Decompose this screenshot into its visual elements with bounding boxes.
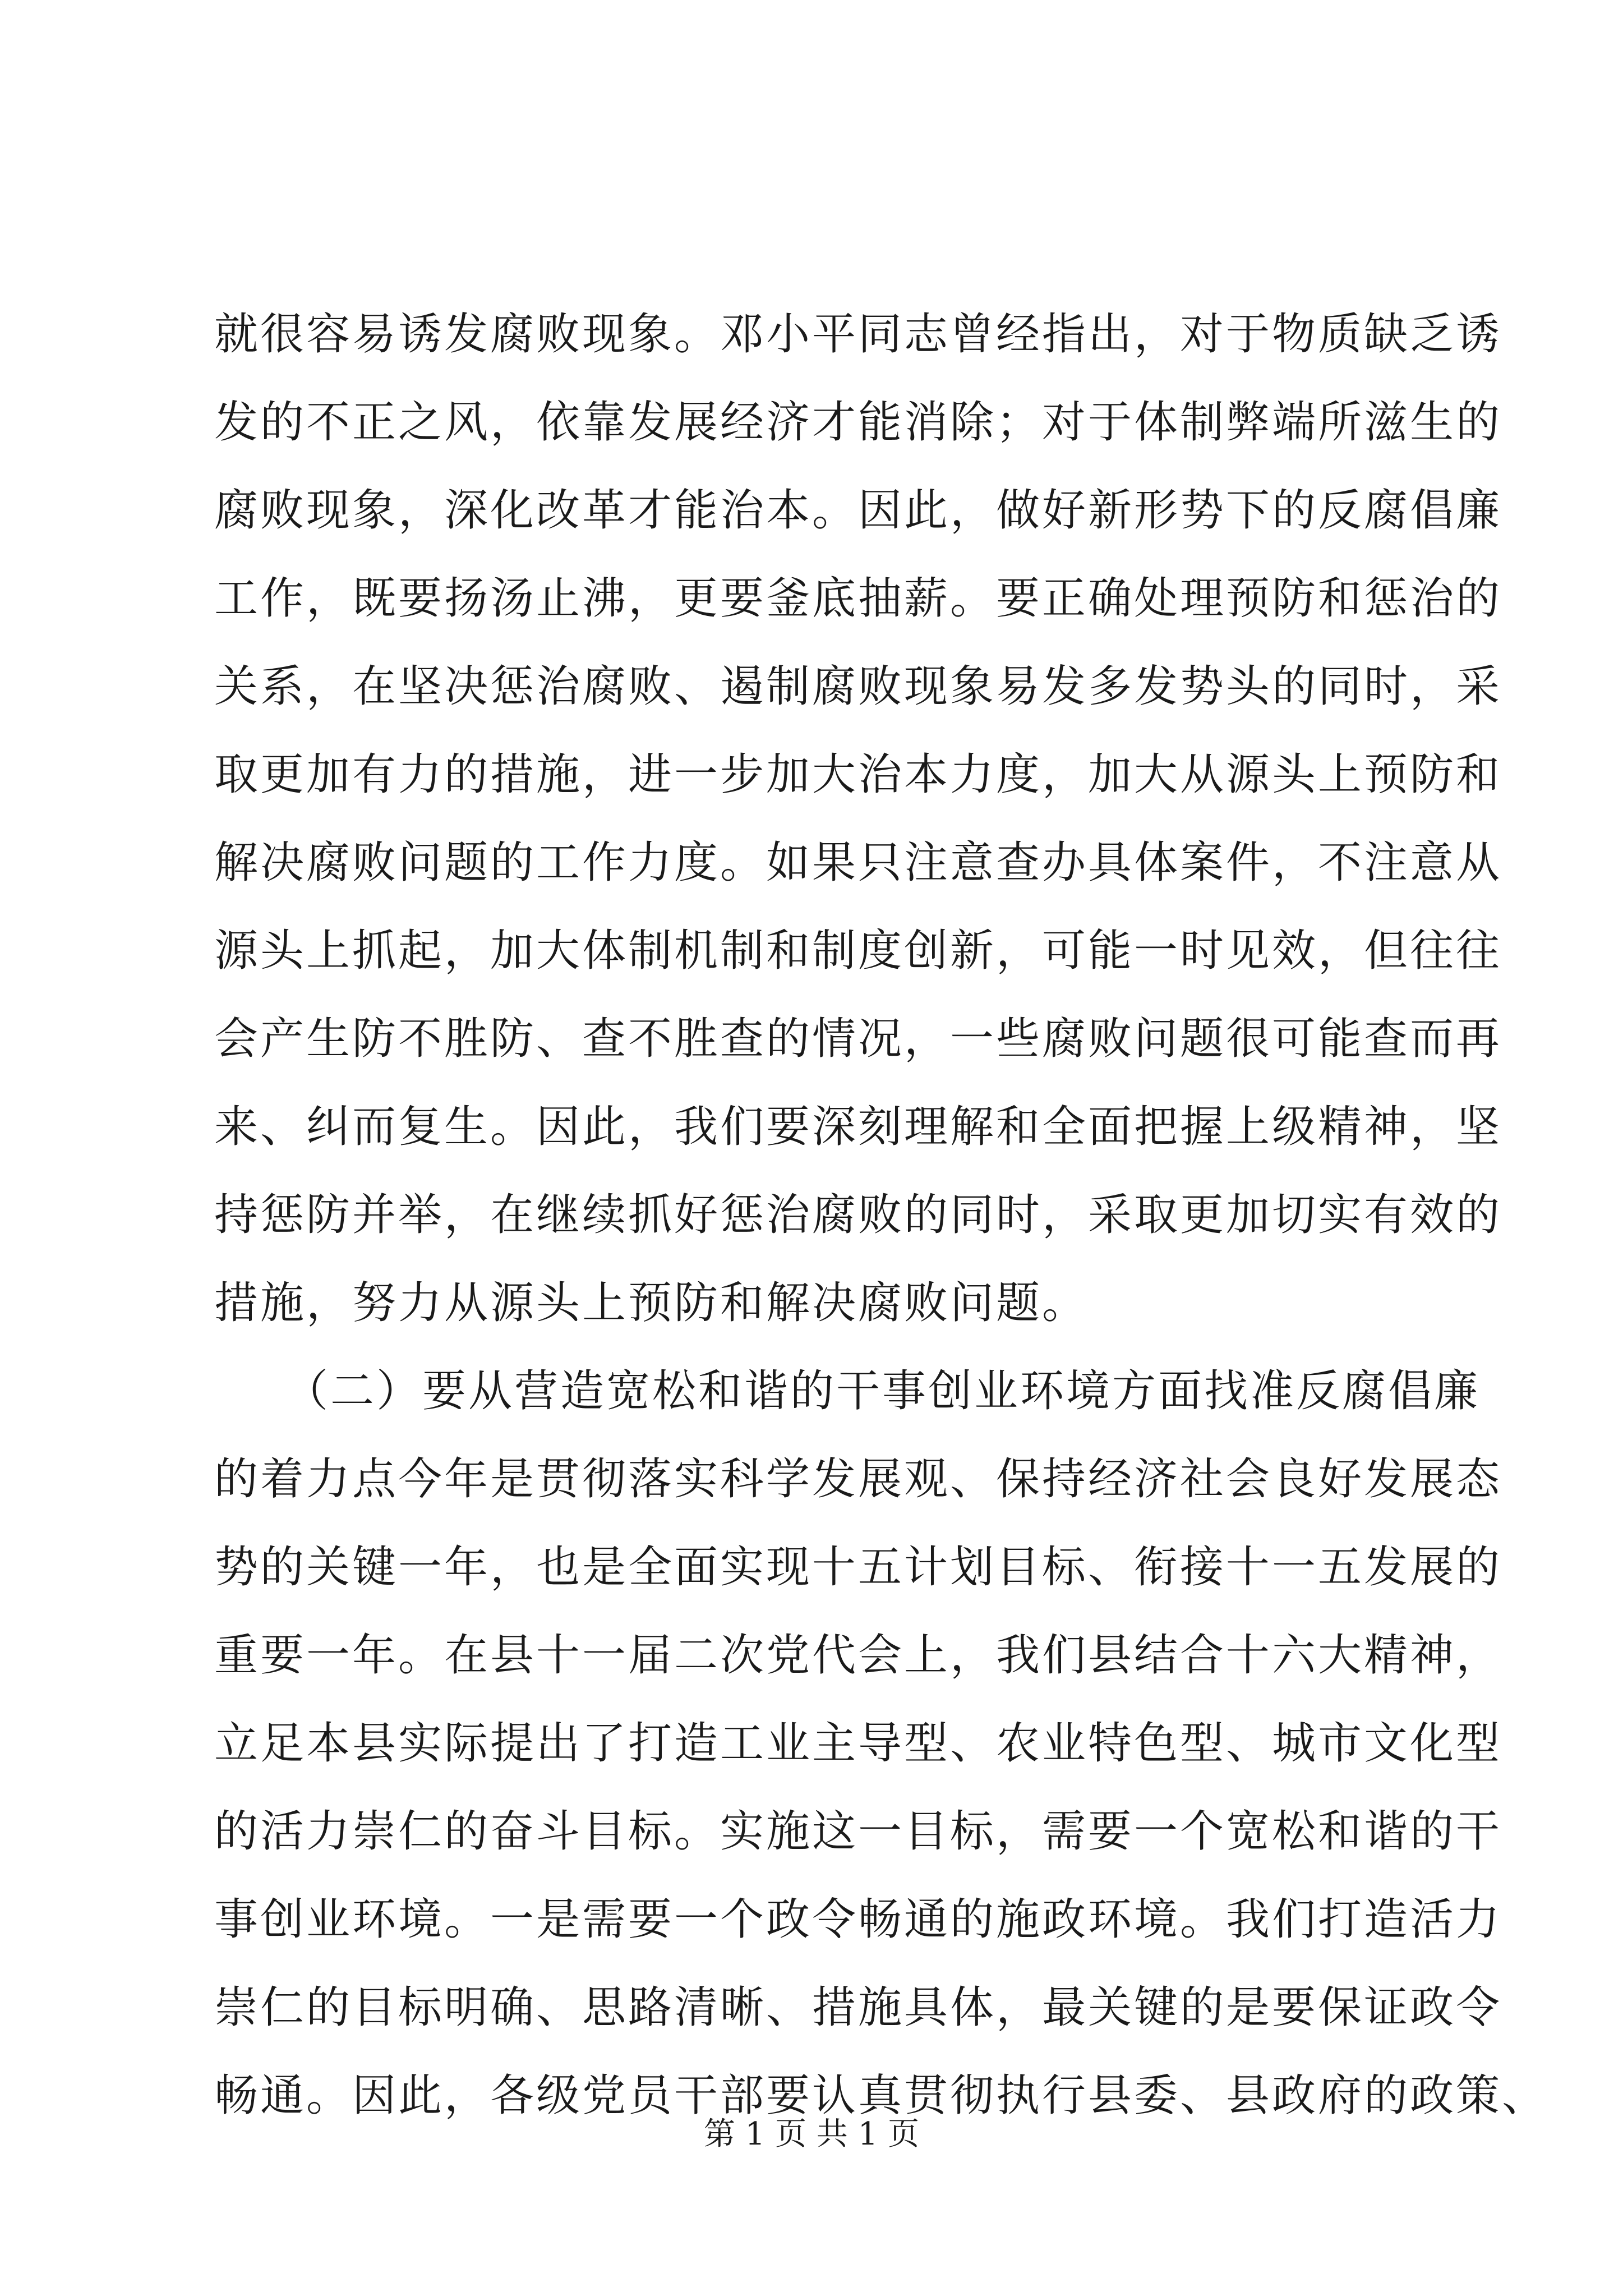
text-line: 的活力崇仁的奋斗目标。实施这一目标，需要一个宽松和谐的干 [214,1806,1502,1857]
text-line: 的着力点今年是贯彻落实科学发展观、保持经济社会良好发展态 [214,1454,1502,1504]
body-text [214,291,1548,2140]
text-line: 重要一年。在县十一届二次党代会上，我们县结合十六大精神， [214,1630,1502,1681]
text-line: （二）要从营造宽松和谐的干事创业环境方面找准反腐倡廉 [214,1366,1481,1416]
text-line: 源头上抓起，加大体制机制和制度创新，可能一时见效，但往往 [214,926,1502,976]
text-line: 措施，努力从源头上预防和解决腐败问题。 [214,1278,1089,1328]
text-line: 畅通。因此，各级党员干部要认真贯彻执行县委、县政府的政策、 [214,2070,1548,2121]
text-line: 崇仁的目标明确、思路清晰、措施具体，最关键的是要保证政令 [214,1982,1502,2033]
text-line: 就很容易诱发腐败现象。邓小平同志曾经指出，对于物质缺乏诱 [214,309,1502,360]
text-line: 腐败现象，深化改革才能治本。因此，做好新形势下的反腐倡廉 [214,485,1502,536]
text-line: 发的不正之风，依靠发展经济才能消除；对于体制弊端所滋生的 [214,397,1502,448]
text-line: 来、纠而复生。因此，我们要深刻理解和全面把握上级精神，坚 [214,1102,1502,1152]
text-line: 势的关键一年，也是全面实现十五计划目标、衔接十一五发展的 [214,1542,1502,1593]
text-line: 持惩防并举，在继续抓好惩治腐败的同时，采取更加切实有效的 [214,1190,1502,1240]
text-line: 解决腐败问题的工作力度。如果只注意查办具体案件，不注意从 [214,838,1502,888]
text-line: 关系，在坚决惩治腐败、遏制腐败现象易发多发势头的同时，采 [214,661,1502,712]
text-line: 会产生防不胜防、查不胜查的情况，一些腐败问题很可能查而再 [214,1014,1502,1064]
text-line: 立足本县实际提出了打造工业主导型、农业特色型、城市文化型 [214,1718,1502,1769]
text-line: 事创业环境。一是需要一个政令畅通的施政环境。我们打造活力 [214,1894,1502,1945]
text-line: 工作，既要扬汤止沸，更要釜底抽薪。要正确处理预防和惩治的 [214,573,1502,624]
page-footer: 第 1 页 共 1 页 [703,2116,920,2152]
text-line: 取更加有力的措施，进一步加大治本力度，加大从源头上预防和 [214,749,1502,800]
